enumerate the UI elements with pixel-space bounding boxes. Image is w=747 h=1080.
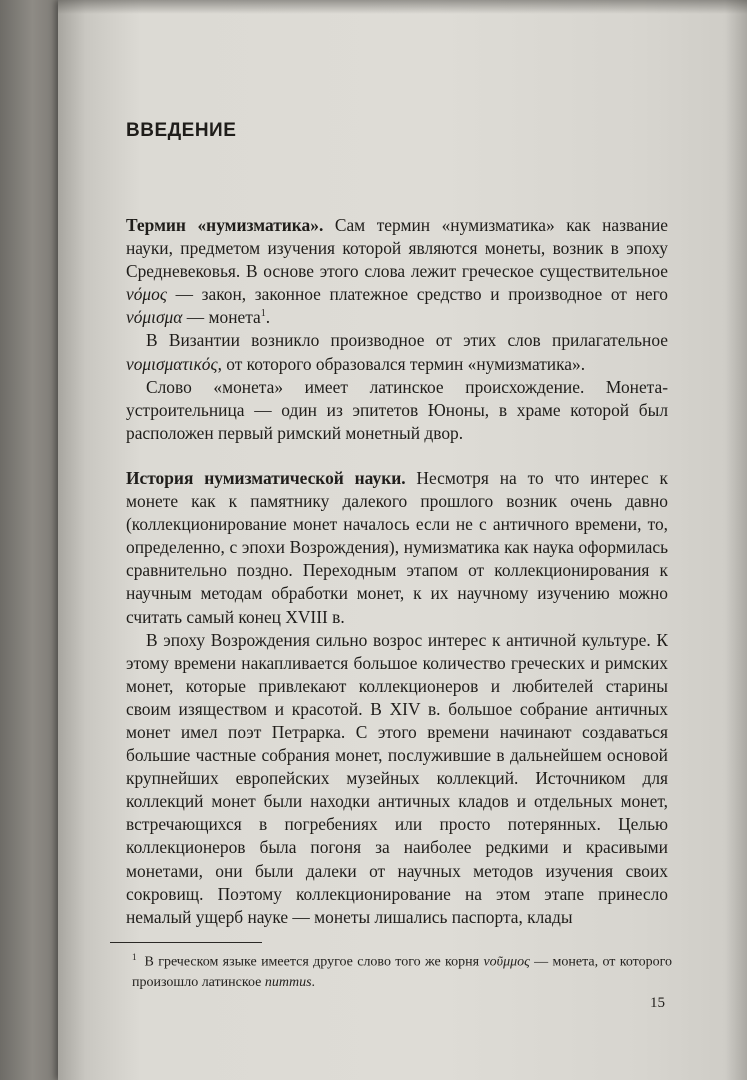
page-body [126,118,668,929]
section-history [126,467,668,929]
text-run: — закон, законное платежное средство и производное от него [166,284,668,305]
page-shadow-top [58,0,747,14]
page-number: 15 [650,995,665,1011]
paragraph [126,214,668,329]
page-shadow-right [725,0,747,1080]
text-run: Сам термин «нумизматика» как название науки, предметом изучения которой являются монеты, возник в эпоху Средневековья. В основе этого слова лежит греческое существительное [126,215,668,282]
text-run: — монета, от которого произошло латинское [132,954,672,990]
text-run: . [311,974,316,990]
text-run: . [265,307,271,328]
footnote-reference: 1 [260,308,266,320]
section-term [126,214,668,445]
paragraph: Слово «монета» имеет латинское происхождение. Монета-устроительница — один из эпитетов Юноны, в храме которой был расположен первый римский монетный двор. [126,376,668,443]
text-run: Несмотря на то что интерес к монете как к памятнику далекого прошлого возник очень давно (коллекционирование монет началось если не с античного времени, то, определенно, с эпохи Возрождения), нумизматика как наука оформилась сравнительно поздно. Переходным этапом от коллекционирования к научным методам обработки монет, к их научному изучению можно считать самый конец XVIII в. [126,467,668,627]
greek-word: νοῦμμος [483,954,530,970]
footnote-divider [110,942,262,943]
chapter-title: ВВЕДЕНИЕ [126,120,237,141]
greek-word: νόμος [126,284,167,305]
section-heading: История нумизматической науки. [126,467,406,488]
text-run: В греческом языке имеется другое слово того же корня [144,954,484,970]
paragraph: В эпоху Возрождения сильно возрос интерес к античной культуре. К этому времени накапливается большое количество греческих и римских монет, которые привлекают коллекционеров и любителей старины своим изяществом и красотой. В XIV в. большое собрание античных монет имел поэт Петрарка. С этого времени начинают создаваться большие частные собрания монет, послужившие в дальнейшем основой крупнейших европейских музейных коллекций. Источником для коллекций монет были находки античных кладов и отдельных монет, встречающихся в погребениях или просто потерянных. Целью коллекционеров была погоня за наиболее редкими и красивыми монетами, они были далеки от научных методов изучения своих сокровищ. Поэтому коллекционирование на этом этапе принесло немалый ущерб науке — монеты лишались паспорта, клады [126,629,668,927]
greek-word: νόμισμα [126,307,183,328]
footnote-mark: 1 [132,952,137,962]
footnote [132,947,672,993]
text-run: — монета [182,307,261,328]
section-heading: Термин «нумизматика». [126,215,324,235]
text-run: , от которого образовался термин «нумизматика». [217,353,586,374]
latin-word: nummus [264,974,312,990]
text-run: В Византии возникло производное от этих слов прилагательное [146,330,668,351]
greek-word: νομισματικός [126,353,218,374]
book-page [58,0,747,1080]
paragraph [126,329,668,375]
paragraph [126,467,668,629]
